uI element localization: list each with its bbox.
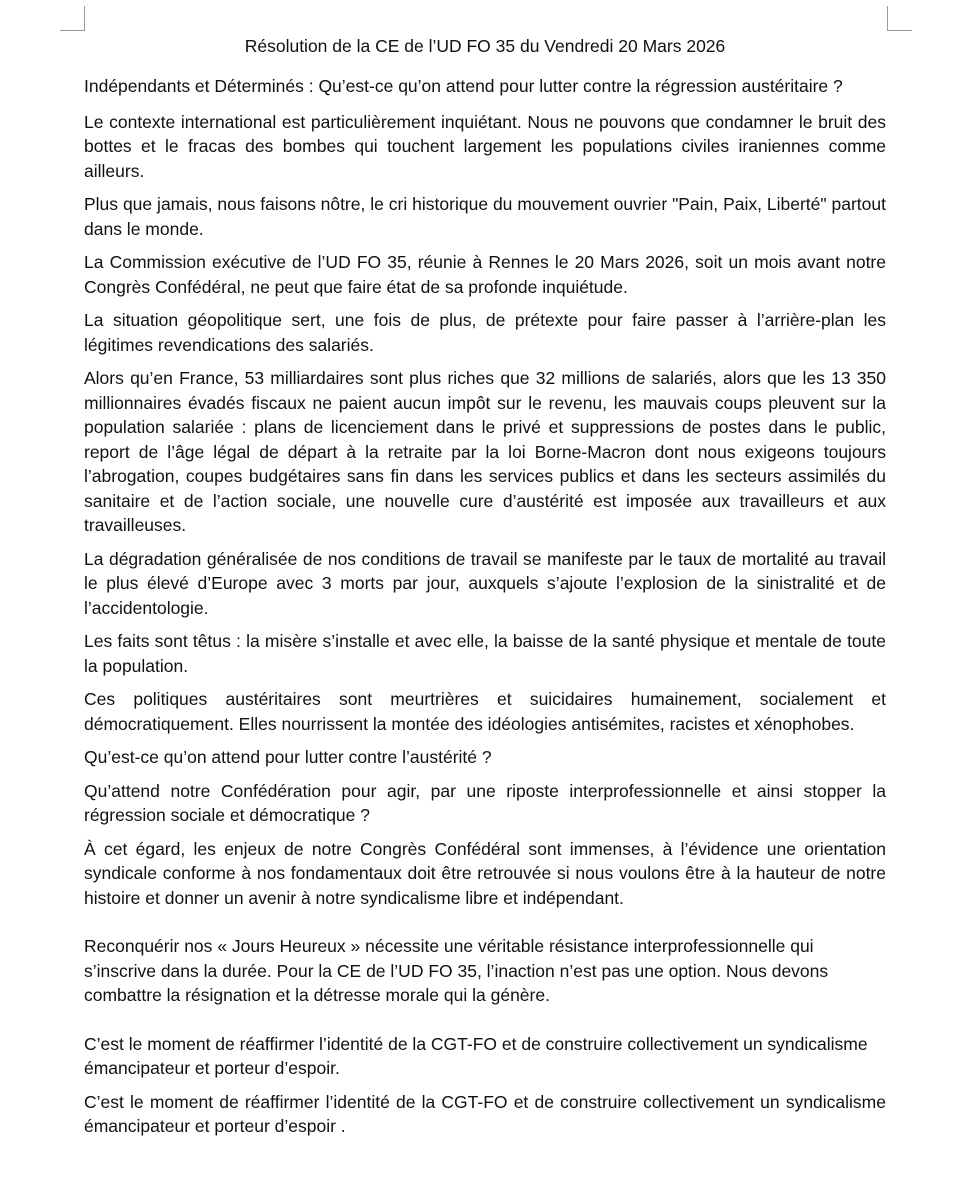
paragraph: Plus que jamais, nous faisons nôtre, le cri historique du mouvement ouvrier "Pain, Paix, Liberté" partout dans le monde.: [84, 194, 886, 239]
document-body: [84, 74, 886, 1148]
paragraph: Qu’attend notre Confédération pour agir, par une riposte interprofessionnelle et ainsi stopper la régression sociale et démocratique ?: [84, 780, 886, 825]
paragraph: Alors qu’en France, 53 milliardaires sont plus riches que 32 millions de salariés, alors que les 13 350 millionnaires évadés fiscaux ne paient aucun impôt sur le revenu, les mauvais coups pleuvent sur la population salariée : plans de licenciement dans le privé et suppressions de postes dans le public, report de l’âge légal de départ à la retraite par la loi Borne-Macron dont nous exigeons toujours l’abrogation, coupes budgétaires sans fin dans les services publics et dans les secteurs assimilés du sanitaire et de l’action sociale, une nouvelle cure d’austérité est imposée aux travailleurs et aux travailleuses.: [84, 368, 886, 535]
paragraph: C’est le moment de réaffirmer l’identité de la CGT-FO et de construire collectivement un syndicalisme émancipateur et porteur d’espoir.: [84, 1033, 868, 1078]
document-subtitle: Indépendants et Déterminés : Qu’est-ce qu’on attend pour lutter contre la régression austéritaire ?: [84, 76, 843, 96]
paragraph: Reconquérir nos « Jours Heureux » nécessite une véritable résistance interprofessionnelle qui s’inscrive dans la durée. Pour la CE de l’UD FO 35, l’inaction n’est pas une option. Nous devons combattre la résignation et la détresse morale qui la génère.: [84, 936, 829, 1005]
paragraph: À cet égard, les enjeux de notre Congrès Confédéral sont immenses, à l’évidence une orientation syndicale conforme à nos fondamentaux doit être retrouvée si nous voulons être à la hauteur de notre histoire et donner un avenir à notre syndicalisme libre et indépendant.: [84, 838, 886, 908]
page-corner-mark-left: [60, 6, 85, 31]
paragraph: La dégradation généralisée de nos conditions de travail se manifeste par le taux de mortalité au travail le plus élevé d’Europe avec 3 morts par jour, auxquels s’ajoute l’explosion de la sinistralité et de l’accidentologie.: [84, 548, 886, 618]
paragraph: La situation géopolitique sert, une fois de plus, de prétexte pour faire passer à l’arrière-plan les légitimes revendications des salariés.: [84, 310, 886, 355]
paragraph: Le contexte international est particulièrement inquiétant. Nous ne pouvons que condamner le bruit des bottes et le fracas des bombes qui touchent largement les populations civiles iraniennes comme ailleurs.: [84, 111, 886, 181]
paragraph: Les faits sont têtus : la misère s’installe et avec elle, la baisse de la santé physique et mentale de toute la population.: [84, 631, 886, 676]
page-title: Résolution de la CE de l’UD FO 35 du Vendredi 20 Mars 2026: [244, 36, 726, 56]
page-corner-mark-right: [887, 6, 912, 31]
paragraph: Ces politiques austéritaires sont meurtrières et suicidaires humainement, socialement et démocratiquement. Elles nourrissent la montée des idéologies antisémites, racistes et xénophobes.: [84, 689, 886, 734]
paragraph: C’est le moment de réaffirmer l’identité de la CGT-FO et de construire collectivement un syndicalisme émancipateur et porteur d’espoir .: [84, 1091, 886, 1136]
paragraph: Qu’est-ce qu’on attend pour lutter contre l’austérité ?: [84, 747, 492, 767]
paragraph: La Commission exécutive de l’UD FO 35, réunie à Rennes le 20 Mars 2026, soit un mois avant notre Congrès Confédéral, ne peut que faire état de sa profonde inquiétude.: [84, 252, 886, 297]
